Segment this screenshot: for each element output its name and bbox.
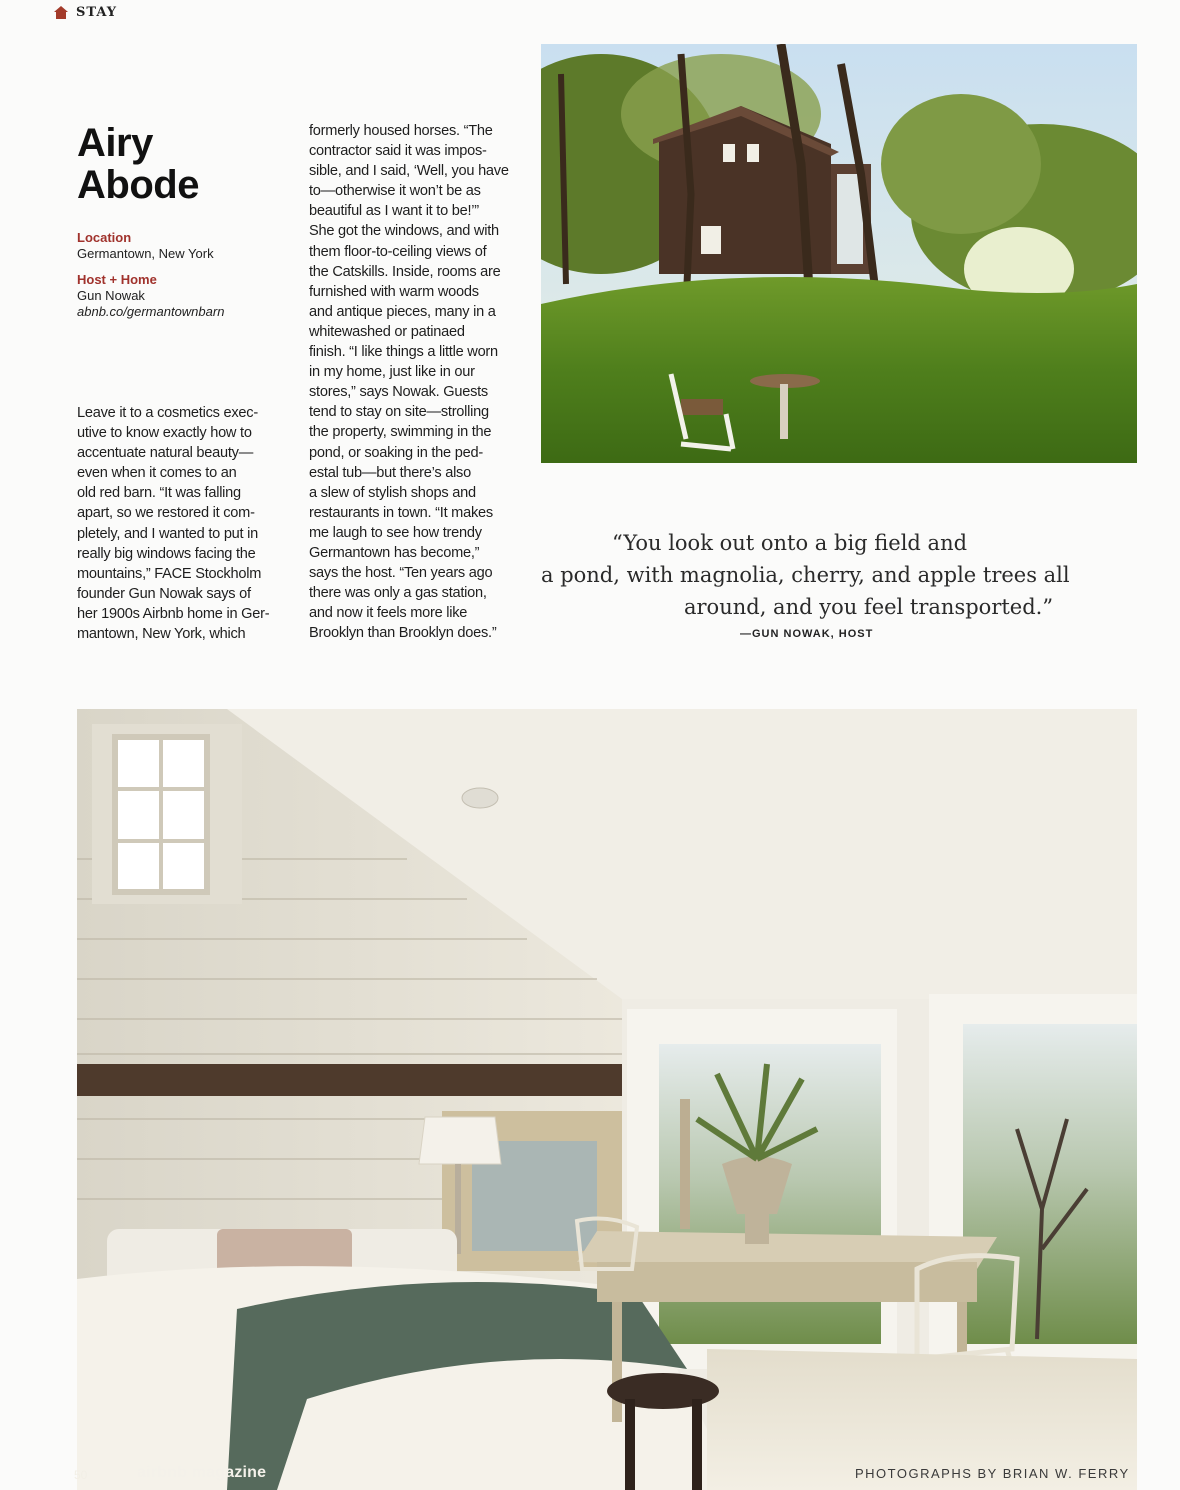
body-line: says the host. “Ten years ago xyxy=(309,565,493,582)
body-line: pond, or soaking in the ped- xyxy=(309,444,483,461)
body-line: there was only a gas station, xyxy=(309,585,487,602)
body-line: formerly housed horses. “The xyxy=(309,123,493,139)
body-line: finish. “I like things a little worn xyxy=(309,344,498,361)
host-link[interactable]: abnb.co/germantownbarn xyxy=(77,304,225,319)
body-line: really big windows facing the xyxy=(77,545,256,562)
body-line: whitewashed or patinaed xyxy=(309,323,465,340)
page-number: 50 xyxy=(74,1468,88,1482)
body-line: pletely, and I wanted to put in xyxy=(77,525,259,542)
body-line: furnished with warm woods xyxy=(309,283,479,300)
body-line: the property, swimming in the xyxy=(309,424,492,441)
location-label: Location xyxy=(77,230,132,245)
body-line: accentuate natural beauty— xyxy=(77,445,254,462)
quote-attribution: —GUN NOWAK, HOST xyxy=(740,628,874,640)
body-line: mantown, New York, which xyxy=(77,626,246,643)
title-line-1: Airy xyxy=(77,121,153,165)
body-column-2 xyxy=(309,121,524,643)
location-value: Germantown, New York xyxy=(77,246,214,261)
exterior-barn-photo xyxy=(541,44,1137,463)
body-line: stores,” says Nowak. Guests xyxy=(309,384,488,401)
section-label: STAY xyxy=(76,5,118,20)
quote-line-1: “You look out onto a big field and xyxy=(612,531,968,555)
pull-quote xyxy=(535,527,1140,623)
title-line-2: Abode xyxy=(77,163,199,207)
body-line: to—otherwise it won’t be as xyxy=(309,183,481,200)
bedroom-interior-photo xyxy=(77,709,1137,1490)
body-column-1 xyxy=(77,403,287,644)
photo-credit: PHOTOGRAPHS BY BRIAN W. FERRY xyxy=(855,1466,1130,1481)
body-line: founder Gun Nowak says of xyxy=(77,585,251,602)
body-line: old red barn. “It was falling xyxy=(77,485,241,502)
article-title xyxy=(77,122,277,206)
body-line: Brooklyn than Brooklyn does.” xyxy=(309,625,497,642)
body-line: even when it comes to an xyxy=(77,465,237,482)
body-line: beautiful as I want it to be!’” xyxy=(309,203,479,220)
section-tag xyxy=(54,5,117,20)
body-line: her 1900s Airbnb home in Ger- xyxy=(77,605,270,622)
body-line: tend to stay on site—strolling xyxy=(309,404,489,421)
body-line: and now it feels more like xyxy=(309,605,468,622)
body-line: me laugh to see how trendy xyxy=(309,524,482,541)
body-line: contractor said it was impos- xyxy=(309,143,487,160)
body-line: the Catskills. Inside, rooms are xyxy=(309,263,501,280)
body-line: and antique pieces, many in a xyxy=(309,303,496,320)
host-label: Host + Home xyxy=(77,272,157,287)
body-line: Germantown has become,” xyxy=(309,544,480,561)
body-line: mountains,” FACE Stockholm xyxy=(77,565,262,582)
quote-line-2: a pond, with magnolia, cherry, and apple trees all xyxy=(541,563,1070,587)
host-name: Gun Nowak xyxy=(77,288,145,303)
quote-line-3: around, and you feel transported.” xyxy=(684,595,1054,619)
body-line: in my home, just like in our xyxy=(309,364,475,381)
body-line: Leave it to a cosmetics exec- xyxy=(77,405,258,421)
body-line: She got the windows, and with xyxy=(309,223,499,240)
body-line: a slew of stylish shops and xyxy=(309,484,476,501)
body-line: them floor-to-ceiling views of xyxy=(309,243,487,260)
body-line: restaurants in town. “It makes xyxy=(309,504,493,521)
body-line: estal tub—but there’s also xyxy=(309,464,471,481)
magazine-name: airbnb magazine xyxy=(137,1464,267,1481)
house-icon xyxy=(54,6,68,19)
info-block xyxy=(77,230,277,320)
body-line: apart, so we restored it com- xyxy=(77,505,255,522)
body-line: utive to know exactly how to xyxy=(77,425,252,442)
body-line: sible, and I said, ‘Well, you have xyxy=(309,163,509,180)
